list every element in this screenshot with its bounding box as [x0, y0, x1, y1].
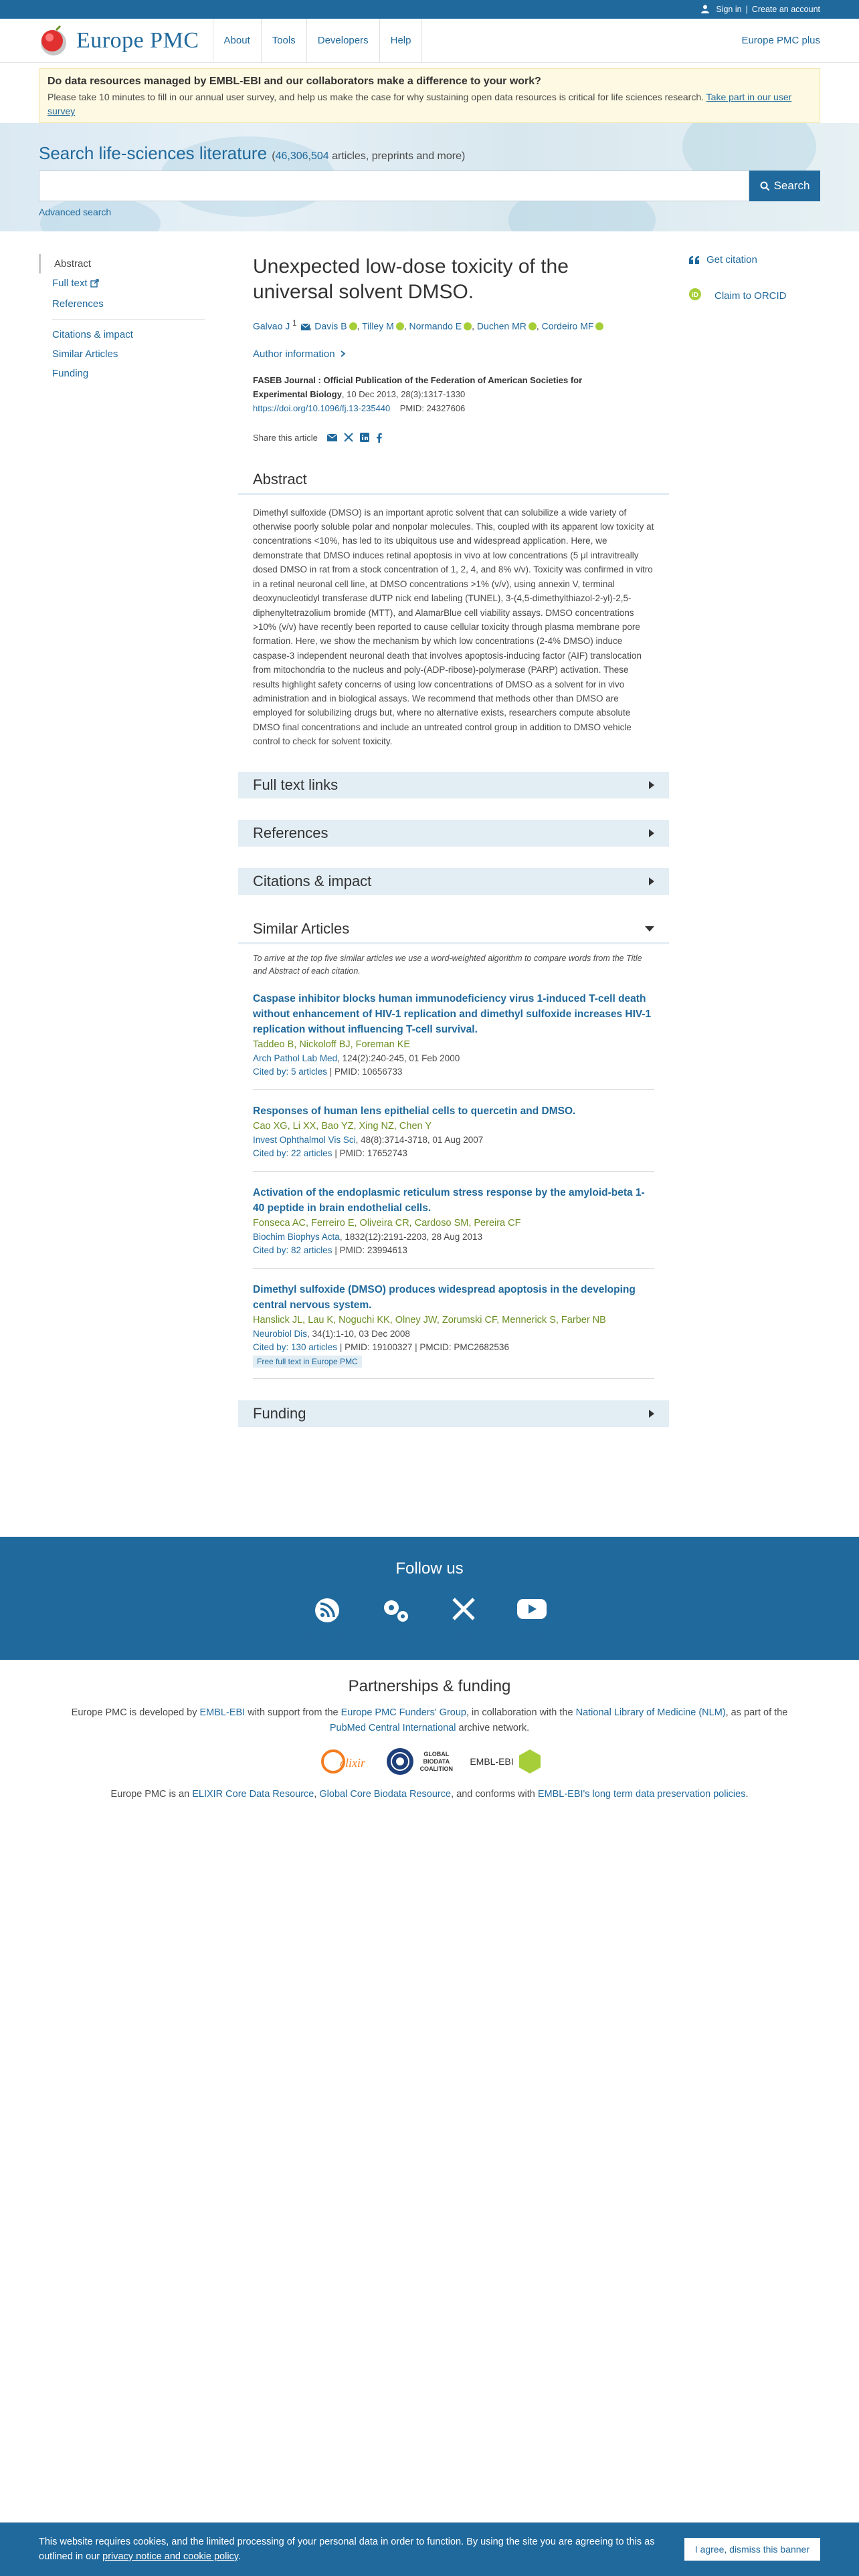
similar-article-authors[interactable]: Fonseca AC, Ferreiro E, Oliveira CR, Cardoso SM, Pereira CF: [253, 1217, 521, 1228]
survey-body: Please take 10 minutes to fill in our annual user survey, and help us make the case for why sustaining open data resources is critical for life sciences research.: [47, 92, 704, 102]
author-link[interactable]: Davis B: [314, 320, 347, 332]
email-icon[interactable]: [301, 320, 310, 334]
left-nav-funding[interactable]: Funding: [52, 368, 89, 379]
abstract-text: Dimethyl sulfoxide (DMSO) is an important aprotic solvent that can solubilize a wide variety of otherwise poorly soluble polar and nonpolar molecules. This, coupled with its apparent low toxicity at concentrations <10%, has led to its ubiquitous use and widespread application. Here, we demonstrate that DMSO induces retinal apoptosis in vivo at low concentrations (5 μl intravitreally dosed DMSO in rat from a stock concentration of 1, 2, 4, and 8% v/v). Toxicity was confirmed in vitro in a retinal neuronal cell line, at DMSO concentrations >1% (v/v), using annexin V, terminal deoxynucleotidyl transferase dUTP nick end labeling (TUNEL), 3-(4,5-dimethylthiazol-2-yl)-2,5-diphenyltetrazolium bromide (MTT), and AlamarBlue cell viability assays. DMSO concentrations >10% (v/v) have recently been reported to cause cellular toxicity through plasma membrane pore formation. Here, we show the mechanism by which low concentrations (2-4% DMSO) induce caspase-3 independent neuronal death that involves apoptosis-inducing factor (AIF) translocation from mitochondria to the nucleus and poly-(ADP-ribose)-polymerase (PARP) activation. These results highlight safety concerns of using low concentrations of DMSO as a solvent for in vivo administration and in biological assays. We recommend that methods other than DMSO are employed for solubilizing drugs but, where no alternative exists, researchers compute absolute DMSO final concentrations and include an untreated control group in addition to DMSO vehicle control to check for solvent toxicity.: [253, 507, 654, 747]
rss-icon: [314, 1597, 341, 1624]
nav-tools[interactable]: Tools: [261, 19, 306, 62]
pmc-international-link[interactable]: PubMed Central International: [329, 1723, 456, 1733]
chevron-right-icon: [649, 1410, 654, 1418]
article-title: Unexpected low-dose toxicity of the universal solvent DMSO.: [253, 255, 569, 303]
top-bar: [0, 0, 859, 19]
survey-title: Do data resources managed by EMBL-EBI and our collaborators make a difference to your work?: [47, 76, 541, 87]
left-nav-references[interactable]: References: [52, 298, 104, 310]
technical-blog-link[interactable]: Technical blog: [361, 1597, 430, 1642]
similar-article-title[interactable]: Caspase inhibitor blocks human immunodeficiency virus 1-induced T-cell death without enhancement of HIV-1 replication and dimethyl sulfoxide increases HIV-1 replication without influencing T-cell survival.: [253, 992, 652, 1035]
left-nav-divider: [52, 319, 205, 320]
partnerships-section: [0, 1677, 859, 1802]
funding-toggle[interactable]: Funding: [238, 1400, 669, 1427]
similar-article-cited: Cited by: 130 articles | PMID: 19100327 | PMCID: PMC2682536: [253, 1341, 509, 1352]
similar-note: To arrive at the top five similar articles we use a word-weighted algorithm to compare words from the Title and Abstract of each citation.: [253, 953, 642, 976]
europe-pmc-plus-link[interactable]: Europe PMC plus: [741, 35, 820, 46]
partners-line-1: Europe PMC is developed by EMBL-EBI with support from the Europe PMC Funders' Group, in collaboration with the National Library of Medicine (NLM), as part of the PubMed Central International archive network.: [71, 1707, 788, 1733]
elixir-core-link[interactable]: ELIXIR Core Data Resource: [192, 1789, 314, 1800]
orcid-icon: [689, 288, 708, 303]
nav-about[interactable]: About: [213, 19, 261, 62]
survey-link[interactable]: Take part in our user survey: [47, 92, 792, 116]
similar-article-title[interactable]: Responses of human lens epithelial cells to quercetin and DMSO.: [253, 1105, 576, 1117]
europe-pmc-logo[interactable]: [39, 19, 199, 62]
survey-banner: [39, 68, 820, 123]
similar-article-item: [253, 1103, 654, 1172]
similar-article-title[interactable]: Activation of the endoplasmic reticulum stress response by the amyloid-beta 1-40 peptide in brain endothelial cells.: [253, 1186, 645, 1214]
follow-us-footer: [0, 1537, 859, 1660]
site-header: [0, 19, 859, 63]
journal-citation: [253, 373, 628, 415]
news-blog-link[interactable]: News blog: [293, 1597, 361, 1642]
embl-ebi-logo[interactable]: EMBL-EBI: [470, 1748, 541, 1775]
full-text-links-toggle[interactable]: Full text links: [238, 772, 669, 798]
preservation-policy-link[interactable]: EMBL-EBI's long term data preservation policies: [537, 1789, 746, 1800]
nlm-link[interactable]: National Library of Medicine (NLM): [575, 1707, 726, 1718]
chevron-down-icon: [645, 926, 654, 932]
search-hero: [0, 123, 859, 231]
left-nav-full-text[interactable]: Full text: [39, 274, 218, 294]
references-toggle[interactable]: References: [238, 820, 669, 847]
funders-group-link[interactable]: Europe PMC Funders' Group: [341, 1707, 466, 1718]
similar-article-cited: Cited by: 22 articles | PMID: 17652743: [253, 1148, 407, 1158]
nav-developers[interactable]: Developers: [306, 19, 379, 62]
cookie-text: This website requires cookies, and the limited processing of your personal data in order to function. By using the site you are agreeing to this as outlined in our privacy notice and cookie policy.: [39, 2537, 655, 2562]
search-button[interactable]: Search: [749, 171, 820, 201]
orcid-icon[interactable]: [396, 322, 404, 330]
svg-text:elixir: elixir: [340, 1756, 366, 1769]
similar-articles-section: [238, 916, 669, 1379]
right-sidebar: [689, 254, 823, 326]
orcid-icon[interactable]: [464, 322, 472, 330]
author-link[interactable]: Normando E: [409, 320, 462, 332]
share-email-icon[interactable]: [327, 434, 337, 441]
elixir-logo[interactable]: [317, 1747, 371, 1776]
x-twitter-icon: [452, 1597, 476, 1621]
doi-link[interactable]: https://doi.org/10.1096/fj.13-235440: [253, 403, 391, 413]
chevron-right-icon: [341, 350, 346, 357]
article-content: [238, 254, 669, 1427]
author-information-toggle[interactable]: Author information: [253, 348, 669, 360]
share-linkedin-icon[interactable]: [360, 433, 369, 442]
embl-ebi-link[interactable]: EMBL-EBI: [199, 1707, 246, 1718]
survey-text: [47, 90, 812, 118]
similar-article-item: [253, 1282, 654, 1379]
citations-impact-toggle[interactable]: Citations & impact: [238, 868, 669, 895]
topbar-separator: |: [745, 5, 748, 14]
similar-article-item: [253, 1185, 654, 1269]
search-bar: [39, 171, 820, 201]
abstract-heading: Abstract: [238, 467, 669, 495]
claim-orcid-link[interactable]: iD Claim to ORCID: [689, 288, 823, 303]
share-twitter-icon[interactable]: [344, 433, 353, 442]
cited-by-link[interactable]: Cited by: 5 articles: [253, 1066, 328, 1077]
gears-icon: [381, 1597, 410, 1624]
dismiss-cookie-button[interactable]: I agree, dismiss this banner: [684, 2538, 820, 2561]
nav-help[interactable]: Help: [379, 19, 423, 62]
cited-by-link[interactable]: Cited by: 130 articles: [253, 1341, 338, 1352]
search-heading: Search life-sciences literature (46,306,504 articles, preprints and more): [39, 143, 466, 163]
author-link[interactable]: Duchen MR: [476, 320, 527, 332]
author-list: Galvao J $^1$ , Davis B , Tilley M , Normando E , Duchen MR , Cordeiro MF: [253, 317, 669, 334]
orcid-icon[interactable]: [349, 322, 357, 330]
orcid-icon[interactable]: [595, 322, 603, 330]
twitter-link[interactable]: Twitter: [430, 1597, 498, 1642]
article-count: (46,306,504 articles, preprints and more): [272, 150, 466, 162]
get-citation-link[interactable]: Get citation: [689, 254, 823, 265]
left-nav: [39, 254, 218, 383]
left-nav-similar[interactable]: Similar Articles: [52, 348, 118, 360]
similar-article-authors[interactable]: Hanslick JL, Lau K, Noguchi KK, Olney JW, Zorumski CF, Mennerick S, Farber NB: [253, 1314, 606, 1325]
user-icon: [701, 5, 710, 14]
similar-article-authors[interactable]: Taddeo B, Nickoloff BJ, Foreman KE: [253, 1039, 411, 1050]
abstract-section: [238, 467, 669, 749]
similar-article-journal: Arch Pathol Lab Med, 124(2):240-245, 01 Feb 2000: [253, 1053, 460, 1063]
share-facebook-icon[interactable]: [376, 433, 382, 443]
partners-title: Partnerships & funding: [348, 1677, 511, 1695]
similar-articles-toggle[interactable]: Similar Articles: [238, 916, 669, 944]
search-icon: [760, 181, 770, 191]
partner-logos: [0, 1747, 859, 1776]
global-biodata-coalition-logo[interactable]: GLOBAL BIODATA COALITION: [385, 1747, 455, 1776]
free-full-text-badge[interactable]: Free full text in Europe PMC: [253, 1356, 362, 1368]
gcbr-link[interactable]: Global Core Biodata Resource: [319, 1789, 452, 1800]
chevron-right-icon: [649, 829, 654, 837]
chevron-right-icon: [649, 877, 654, 885]
author-affiliation-sup: 1: [292, 319, 297, 328]
journal-detail: , 10 Dec 2013, 28(3):1317-1330: [341, 389, 466, 399]
advanced-search-link[interactable]: Advanced search: [39, 207, 112, 217]
pmid: PMID: 24327606: [399, 403, 466, 413]
journal-name: FASEB Journal : Official Publication of the Federation of American Societies for Experimental Biology: [253, 374, 583, 399]
follow-title: Follow us: [395, 1560, 464, 1578]
logo-text: Europe PMC: [76, 27, 199, 53]
author-link[interactable]: Tilley M: [362, 320, 394, 332]
partners-line-2: Europe PMC is an ELIXIR Core Data Resource, Global Core Biodata Resource, and conforms with EMBL-EBI's long term data preservation policies.: [110, 1789, 749, 1800]
similar-article-cited: Cited by: 5 articles | PMID: 10656733: [253, 1066, 403, 1077]
share-row: [253, 433, 669, 443]
similar-article-journal: Invest Ophthalmol Vis Sci, 48(8):3714-3718, 01 Aug 2007: [253, 1134, 484, 1145]
search-input[interactable]: [39, 171, 749, 201]
quote-icon: [689, 256, 700, 264]
cited-by-link[interactable]: Cited by: 22 articles: [253, 1148, 332, 1158]
orcid-icon[interactable]: [529, 322, 537, 330]
svg-text:iD: iD: [692, 292, 698, 299]
cookie-banner: [0, 2523, 859, 2576]
similar-article-cited: Cited by: 82 articles | PMID: 23994613: [253, 1245, 407, 1255]
main-nav: [213, 19, 423, 62]
sign-in-link[interactable]: Sign in: [716, 5, 742, 14]
similar-article-title[interactable]: Dimethyl sulfoxide (DMSO) produces widespread apoptosis in the developing central nervous system.: [253, 1283, 636, 1311]
similar-article-item: [253, 991, 654, 1090]
privacy-policy-link[interactable]: privacy notice and cookie policy: [102, 2551, 238, 2562]
left-nav-citations[interactable]: Citations & impact: [52, 329, 133, 340]
cited-by-link[interactable]: Cited by: 82 articles: [253, 1245, 332, 1255]
follow-icons: [0, 1597, 859, 1642]
author-link[interactable]: Cordeiro MF: [541, 320, 594, 332]
create-account-link[interactable]: Create an account: [751, 5, 820, 14]
chevron-right-icon: [649, 781, 654, 789]
author-link[interactable]: Galvao J: [253, 320, 290, 332]
similar-article-journal: Neurobiol Dis, 34(1):1-10, 03 Dec 2008: [253, 1328, 410, 1339]
youtube-icon: [516, 1597, 547, 1621]
similar-article-authors[interactable]: Cao XG, Li XX, Bao YZ, Xing NZ, Chen Y: [253, 1120, 432, 1132]
youtube-link[interactable]: YouTube: [498, 1597, 566, 1642]
similar-article-journal: Biochim Biophys Acta, 1832(12):2191-2203, 28 Aug 2013: [253, 1231, 482, 1242]
external-link-icon: [90, 279, 99, 290]
share-label: Share this article: [253, 432, 318, 443]
logo-mark-icon: [39, 25, 71, 57]
left-nav-abstract[interactable]: Abstract: [39, 254, 218, 274]
